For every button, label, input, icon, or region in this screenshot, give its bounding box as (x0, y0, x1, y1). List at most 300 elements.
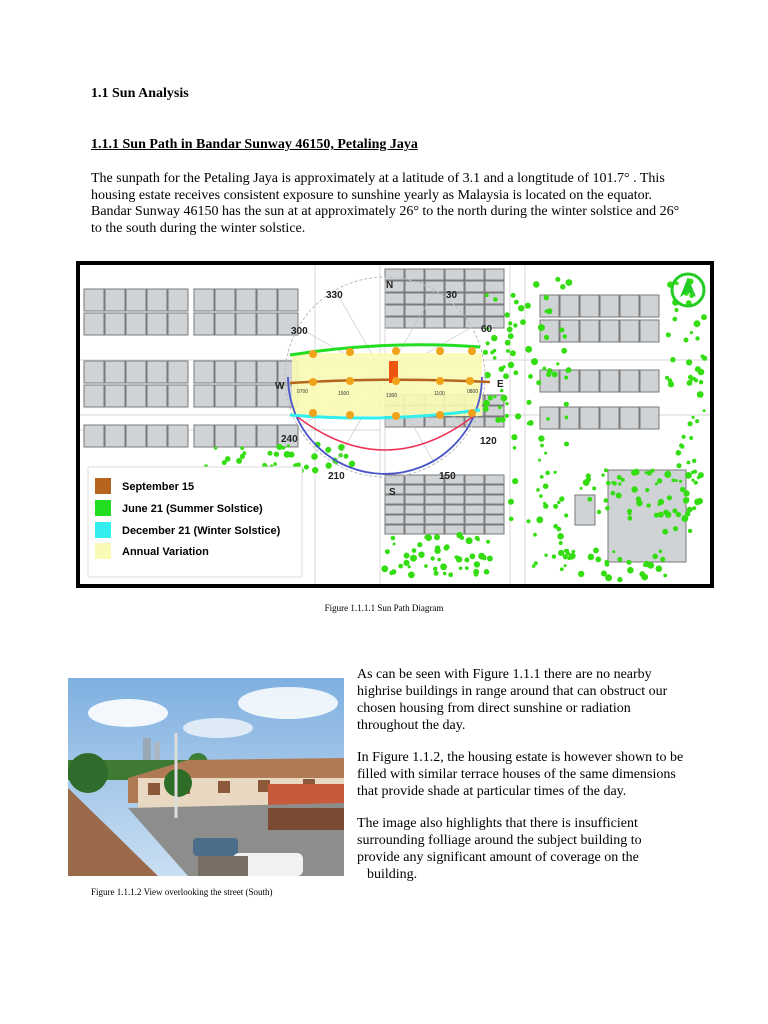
foliage-dot (650, 469, 654, 473)
foliage-dot (580, 487, 583, 490)
foliage-dot (543, 483, 549, 489)
foliage-dot (604, 498, 609, 503)
terrace-unit (600, 407, 619, 429)
terrace-unit (168, 289, 188, 311)
terrace-unit (425, 525, 444, 534)
foliage-dot (505, 414, 509, 418)
foliage-dot (381, 565, 388, 572)
time-label-2: 1300 (386, 393, 398, 399)
foliage-dot (544, 452, 547, 455)
foliage-dot (553, 504, 558, 509)
foliage-dot (646, 503, 650, 507)
terrace-unit (84, 313, 104, 335)
foliage-dot (487, 556, 493, 562)
foliage-dot (588, 554, 595, 561)
foliage-dot (684, 490, 690, 496)
foliage-dot (528, 374, 533, 379)
foliage-dot (222, 460, 227, 465)
foliage-dot (508, 499, 514, 505)
terrace-unit (126, 385, 146, 407)
foliage-dot (673, 526, 678, 531)
angle-120: 120 (480, 436, 497, 447)
foliage-dot (655, 482, 658, 485)
foliage-dot (627, 567, 634, 574)
foliage-dot (385, 549, 390, 554)
foliage-dot (564, 402, 569, 407)
time-label-4: 0800 (467, 389, 479, 395)
foliage-dot (672, 479, 676, 483)
foliage-dot (552, 554, 556, 558)
foliage-dot (554, 471, 557, 474)
sun-position-marker (468, 347, 476, 355)
foliage-dot (564, 376, 568, 380)
analysis-text (357, 666, 687, 883)
foliage-dot (686, 359, 692, 365)
foliage-dot (691, 479, 694, 482)
terrace-unit (278, 289, 298, 311)
foliage-dot (505, 402, 508, 405)
sun-path-diagram (76, 261, 714, 588)
terrace-unit (445, 485, 464, 494)
foliage-dot (572, 550, 576, 554)
terrace-unit (465, 485, 484, 494)
foliage-dot (685, 511, 690, 516)
analysis-paragraph-3: The image also highlights that there is insufficient surrounding folliage around the subject building to provide any significant amount of coverage on the (357, 816, 642, 865)
foliage-dot (444, 544, 449, 549)
foliage-dot (664, 471, 671, 478)
compass-e: E (497, 379, 504, 390)
terrace-unit (485, 515, 504, 524)
foliage-dot (566, 279, 573, 286)
foliage-dot (511, 434, 517, 440)
foliage-dot (684, 338, 689, 343)
sun-position-marker (392, 377, 400, 385)
foliage-dot (692, 416, 695, 419)
legend-december: December 21 (Winter Solstice) (122, 525, 281, 537)
foliage-dot (325, 447, 331, 453)
foliage-dot (513, 323, 517, 327)
legend-september: September 15 (122, 481, 195, 493)
terrace-unit (425, 269, 444, 280)
subsection-heading: 1.1.1 Sun Path in Bandar Sunway 46150, Petaling Jaya (91, 137, 418, 152)
foliage-dot (503, 365, 506, 368)
foliage-dot (586, 477, 591, 482)
foliage-dot (643, 564, 646, 567)
foliage-dot (578, 571, 584, 577)
terrace-unit (194, 361, 214, 383)
foliage-dot (687, 380, 693, 386)
foliage-dot (448, 572, 453, 577)
foliage-dot (443, 572, 447, 576)
foliage-dot (606, 481, 611, 486)
foliage-dot (688, 421, 693, 426)
terrace-unit (485, 305, 504, 316)
foliage-dot (540, 475, 544, 479)
foliage-dot (611, 491, 616, 496)
foliage-dot (611, 481, 615, 485)
time-label-0: 0700 (297, 389, 309, 395)
terrace-unit (105, 361, 125, 383)
foliage-dot (667, 495, 672, 500)
foliage-dot (676, 450, 682, 456)
foliage-dot (695, 419, 699, 423)
foliage-dot (214, 447, 217, 450)
foliage-dot (513, 370, 518, 375)
sun-position-marker (436, 347, 444, 355)
foliage-dot (645, 471, 648, 474)
terrace-unit (147, 313, 167, 335)
terrace-unit (236, 289, 256, 311)
foliage-dot (688, 529, 692, 533)
foliage-dot (658, 499, 664, 505)
terrace-unit (215, 385, 235, 407)
foliage-dot (545, 471, 550, 476)
foliage-dot (663, 574, 667, 578)
sun-position-marker (392, 412, 400, 420)
terrace-unit (425, 495, 444, 504)
terrace-unit (580, 407, 599, 429)
terrace-unit (405, 281, 424, 292)
time-label-3: 1100 (434, 391, 445, 397)
analysis-paragraph-2: In Figure 1.1.2, the housing estate is however shown to be filled with similar terrace houses of the same dimensions that provide shade at particular times of the day. (357, 750, 684, 799)
foliage-dot (560, 284, 565, 289)
terrace-unit (445, 305, 464, 316)
legend-annual: Annual Variation (122, 546, 209, 558)
legend (88, 467, 302, 577)
foliage-dot (514, 300, 519, 305)
terrace-unit (540, 407, 559, 429)
foliage-dot (404, 553, 410, 559)
foliage-dot (557, 533, 564, 540)
foliage-dot (466, 537, 473, 544)
foliage-dot (304, 465, 309, 470)
foliage-dot (460, 536, 464, 540)
foliage-dot (597, 510, 601, 514)
foliage-dot (552, 371, 558, 377)
terrace-unit (465, 475, 484, 484)
angle-300: 300 (291, 326, 308, 337)
compass-w: W (275, 381, 285, 392)
foliage-dot (515, 413, 521, 419)
terrace-unit (385, 515, 404, 524)
intro-paragraph: The sunpath for the Petaling Jaya is approximately at a latitude of 3.1 and a longtitude of 101.7° . This housing estate receives consistent exposure to sunshine yearly as Malaysia is located on the equator. Bandar Sunway 46150 has the sun at at approximately 26° to the north during the winter solstice and 26° to the south during the winter solstice. (91, 171, 680, 236)
foliage-dot (633, 469, 640, 476)
compass-n: N (386, 280, 394, 291)
foliage-dot (434, 534, 440, 540)
foliage-dot (545, 310, 548, 313)
terrace-unit (236, 313, 256, 335)
foliage-dot (695, 336, 699, 340)
terrace-unit (445, 269, 464, 280)
terrace-unit (215, 313, 235, 335)
terrace-unit (620, 295, 639, 317)
terrace-unit (600, 295, 619, 317)
terrace-unit (126, 361, 146, 383)
foliage-dot (627, 560, 632, 565)
foliage-dot (338, 444, 345, 451)
terrace-unit (257, 361, 277, 383)
foliage-dot (455, 555, 459, 559)
foliage-dot (417, 542, 422, 547)
terrace-unit (405, 505, 424, 514)
foliage-dot (533, 281, 540, 288)
foliage-dot (486, 540, 490, 544)
foliage-dot (403, 560, 409, 566)
foliage-dot (657, 478, 662, 483)
terrace-unit (236, 425, 256, 447)
foliage-dot (536, 516, 543, 523)
foliage-dot (410, 555, 417, 562)
terrace-unit (405, 269, 424, 280)
terrace-unit (215, 289, 235, 311)
terrace-unit (465, 281, 484, 292)
terrace-unit (445, 495, 464, 504)
foliage-dot (488, 395, 493, 400)
foliage-dot (273, 462, 277, 466)
foliage-dot (697, 498, 703, 504)
foliage-dot (493, 349, 496, 352)
foliage-dot (686, 497, 689, 500)
sun-position-marker (436, 377, 444, 385)
terrace-unit (105, 385, 125, 407)
sun-position-marker (346, 411, 354, 419)
foliage-dot (242, 451, 246, 455)
terrace-unit (620, 320, 639, 342)
foliage-dot (508, 321, 512, 325)
foliage-dot (531, 358, 538, 365)
foliage-dot (520, 319, 526, 325)
foliage-dot (688, 375, 693, 380)
foliage-dot (391, 536, 396, 541)
terrace-unit (425, 505, 444, 514)
foliage-dot (475, 536, 480, 541)
foliage-dot (434, 571, 439, 576)
terrace-unit (405, 515, 424, 524)
foliage-dot (645, 488, 649, 492)
foliage-dot (285, 451, 289, 455)
analysis-paragraph-3-end: building. (367, 867, 418, 882)
street-photo (68, 678, 344, 876)
foliage-dot (672, 508, 677, 513)
foliage-dot (555, 277, 560, 282)
legend-swatch-september (95, 478, 111, 494)
terrace-unit (168, 361, 188, 383)
terrace-unit (465, 293, 484, 304)
terrace-unit (405, 495, 424, 504)
foliage-dot (433, 567, 437, 571)
foliage-dot (700, 354, 704, 358)
foliage-dot (593, 548, 599, 554)
foliage-dot (557, 501, 560, 504)
foliage-dot (495, 417, 501, 423)
sun-position-marker (309, 378, 317, 386)
terrace-unit (640, 295, 659, 317)
foliage-dot (680, 444, 685, 449)
foliage-dot (512, 478, 518, 484)
foliage-dot (326, 462, 332, 468)
foliage-dot (526, 400, 531, 405)
foliage-dot (675, 479, 678, 482)
foliage-dot (561, 348, 567, 354)
foliage-dot (652, 554, 658, 560)
foliage-dot (703, 409, 706, 412)
terrace-unit (640, 370, 659, 392)
terrace-unit (385, 505, 404, 514)
foliage-dot (672, 317, 677, 322)
foliage-dot (493, 297, 498, 302)
terrace-unit (194, 385, 214, 407)
foliage-dot (538, 435, 544, 441)
foliage-dot (685, 472, 692, 479)
foliage-dot (483, 406, 489, 412)
foliage-dot (556, 362, 559, 365)
terrace-unit (147, 425, 167, 447)
terrace-unit (194, 289, 214, 311)
terrace-unit (215, 361, 235, 383)
foliage-dot (605, 574, 612, 581)
terrace-unit (405, 485, 424, 494)
terrace-unit (640, 407, 659, 429)
foliage-dot (694, 378, 698, 382)
foliage-dot (676, 463, 681, 468)
compass-s: S (389, 487, 396, 498)
terrace-unit (485, 475, 504, 484)
terrace-unit (580, 295, 599, 317)
foliage-dot (510, 350, 516, 356)
foliage-dot (616, 493, 622, 499)
foliage-dot (612, 550, 615, 553)
terrace-unit (620, 370, 639, 392)
terrace-unit (465, 505, 484, 514)
foliage-dot (701, 314, 707, 320)
foliage-dot (601, 473, 604, 476)
terrace-unit (425, 317, 444, 328)
foliage-dot (525, 346, 532, 353)
terrace-unit (560, 295, 579, 317)
foliage-dot (398, 564, 403, 569)
sun-position-marker (346, 348, 354, 356)
foliage-dot (464, 558, 469, 563)
terrace-unit (84, 385, 104, 407)
terrace-unit (168, 313, 188, 335)
terrace-unit (147, 289, 167, 311)
foliage-dot (662, 529, 668, 535)
terrace-unit (465, 305, 484, 316)
sun-position-marker (309, 409, 317, 417)
foliage-dot (282, 446, 286, 450)
foliage-dot (412, 548, 417, 553)
terrace-unit (194, 425, 214, 447)
terrace-unit (620, 407, 639, 429)
foliage-dot (498, 406, 502, 410)
foliage-dot (697, 476, 700, 479)
foliage-dot (536, 488, 540, 492)
foliage-dot (679, 480, 682, 483)
foliage-dot (513, 446, 517, 450)
foliage-dot (631, 486, 637, 492)
foliage-dot (493, 356, 497, 360)
terrace-unit (560, 370, 579, 392)
foliage-dot (525, 303, 531, 309)
terrace-unit (84, 425, 104, 447)
terrace-unit (485, 281, 504, 292)
foliage-dot (393, 543, 396, 546)
sun-position-marker (466, 377, 474, 385)
terrace-unit (236, 361, 256, 383)
terrace-unit (425, 515, 444, 524)
legend-june: June 21 (Summer Solstice) (122, 503, 263, 515)
terrace-unit (425, 485, 444, 494)
foliage-dot (474, 572, 479, 577)
foliage-dot (437, 558, 441, 562)
foliage-dot (311, 453, 318, 460)
legend-swatch-december (95, 522, 111, 538)
angle-60: 60 (481, 324, 493, 335)
foliage-dot (526, 519, 530, 523)
foliage-dot (564, 442, 569, 447)
foliage-dot (592, 486, 596, 490)
foliage-dot (587, 497, 592, 502)
terrace-unit (465, 269, 484, 280)
terrace-unit (580, 320, 599, 342)
terrace-unit (425, 305, 444, 316)
foliage-dot (538, 459, 541, 462)
foliage-dot (540, 444, 544, 448)
foliage-dot (288, 452, 294, 458)
legend-swatch-june (95, 500, 111, 516)
foliage-dot (236, 458, 242, 464)
angle-30: 30 (446, 290, 458, 301)
terrace-unit (405, 475, 424, 484)
figure2-caption: Figure 1.1.1.2 View overlooking the street (South) (91, 887, 273, 897)
foliage-dot (563, 554, 568, 559)
terrace-unit (257, 425, 277, 447)
foliage-dot (501, 395, 508, 402)
foliage-dot (470, 553, 476, 559)
angle-150: 150 (439, 471, 456, 482)
terrace-unit (485, 485, 504, 494)
analysis-paragraph-1: As can be seen with Figure 1.1.1 there are no nearby highrise buildings in range around that can obstruct our chosen housing from direct sunshine or radiation throughout the day. (357, 667, 668, 733)
foliage-dot (485, 293, 489, 297)
angle-330: 330 (326, 290, 343, 301)
terrace-unit (84, 361, 104, 383)
foliage-dot (636, 500, 642, 506)
angle-240: 240 (281, 434, 298, 445)
foliage-dot (647, 562, 654, 569)
foliage-dot (693, 470, 697, 474)
foliage-dot (666, 332, 671, 337)
foliage-dot (656, 565, 663, 572)
foliage-dot (408, 565, 411, 568)
foliage-dot (617, 557, 622, 562)
foliage-dot (478, 553, 485, 560)
terrace-unit (105, 425, 125, 447)
foliage-dot (559, 541, 563, 545)
terrace-unit (126, 425, 146, 447)
terrace-unit (385, 305, 404, 316)
sun-position-marker (392, 347, 400, 355)
sun-position-marker (468, 409, 476, 417)
foliage-dot (465, 566, 469, 570)
foliage-dot (344, 454, 349, 459)
foliage-dot (558, 550, 564, 556)
terrace-unit (445, 505, 464, 514)
foliage-dot (240, 446, 244, 450)
foliage-dot (564, 549, 568, 553)
terrace-unit (405, 525, 424, 534)
terrace-unit (257, 385, 277, 407)
foliage-dot (389, 571, 394, 576)
